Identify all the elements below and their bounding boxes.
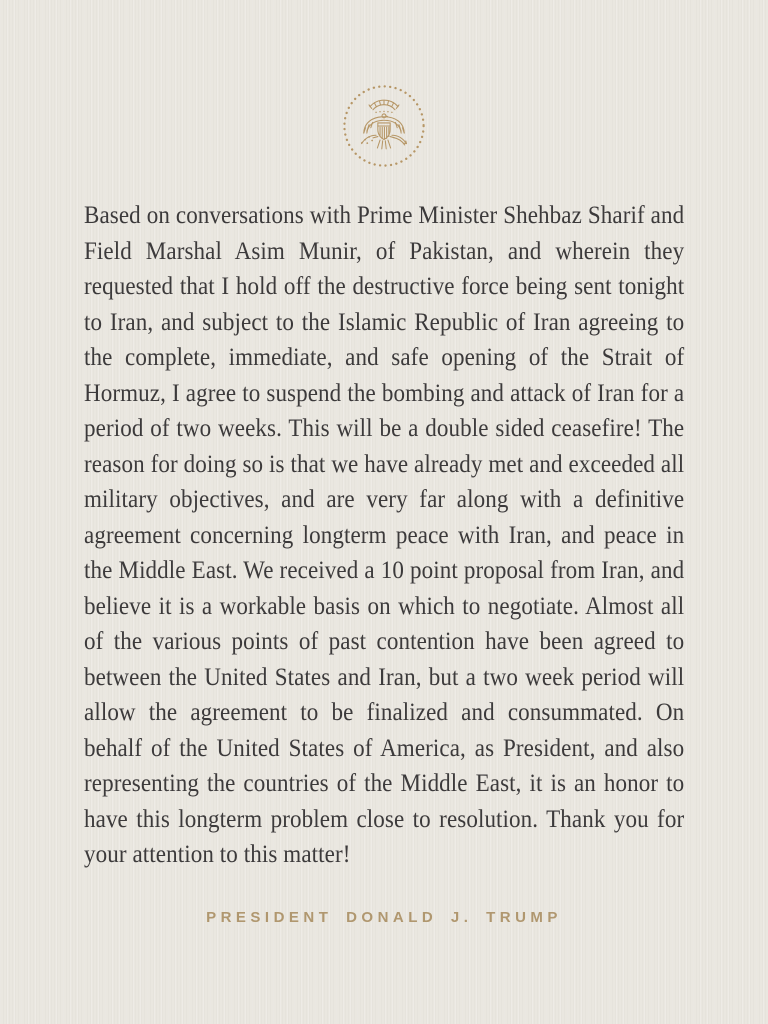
presidential-seal-icon	[340, 82, 428, 170]
signature-line: PRESIDENT DONALD J. TRUMP	[206, 908, 562, 926]
statement-body	[84, 198, 684, 873]
statement-text: Based on conversations with Prime Minister Shehbaz Sharif and Field Marshal Asim Munir, of Pakistan, and wherein they requested that I hold off the destructive force being sent tonight to Iran, and subject to the Islamic Republic of Iran agreeing to the complete, immediate, and safe opening of the Strait of Hormuz, I agree to suspend the bombing and attack of Iran for a period of two weeks. This will be a double sided ceasefire! The reason for doing so is that we have already met and exceeded all military objectives, and are very far along with a definitive agreement concerning longterm peace with Iran, and peace in the Middle East. We received a 10 point proposal from Iran, and believe it is a workable basis on which to negotiate. Almost all of the various points of past contention have been agreed to between the United States and Iran, but a two week period will allow the agreement to be finalized and consummated. On behalf of the United States of America, as President, and also representing the countries of the Middle East, it is an honor to have this longterm problem close to resolution. Thank you for your attention to this matter!	[84, 202, 685, 868]
